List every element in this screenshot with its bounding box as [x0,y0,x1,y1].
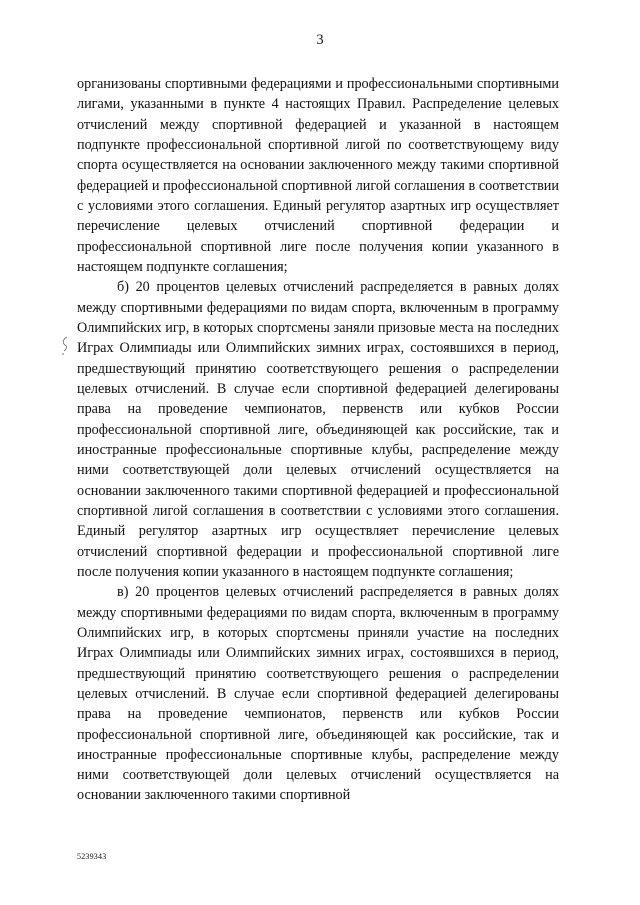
paragraph-b: б) 20 процентов целевых отчислений распределяется в равных долях между спортивными федерациями по видам спорта, включенным в программу Олимпийских игр, в которых спортсмены заняли призовые места на последних Играх Олимпиады или Олимпийских зимних играх, состоявшихся в период, предшествующий принятию соответствующего решения о распределении целевых отчислений. В случае если спортивной федерацией делегированы права на проведение чемпионатов, первенств или кубков России профессиональной спортивной лиге, объединяющей как российские, так и иностранные профессиональные спортивные клубы, распределение между ними соответствующей доли целевых отчислений осуществляется на основании заключенного такими спортивной федерацией и профессиональной спортивной лигой соглашения в соответствии с условиями этого соглашения. Единый регулятор азартных игр осуществляет перечисление целевых отчислений спортивной федерации и профессиональной спортивной лиге после получения копии указанного в настоящем подпункте соглашения; [77,279,559,580]
page-number: 3 [316,32,324,48]
paragraph-v: в) 20 процентов целевых отчислений распределяется в равных долях между спортивными федерациями по видам спорта, включенным в программу Олимпийских игр, в которых спортсмены приняли участие на последних Играх Олимпиады или Олимпийских зимних играх, состоявшихся в период, предшествующий принятию соответствующего решения о распределении целевых отчислений. В случае если спортивной федерацией делегированы права на проведение чемпионатов, первенств или кубков России профессиональной спортивной лиге, объединяющей как российские, так и иностранные профессиональные спортивные клубы, распределение между ними соответствующей доли целевых отчислений осуществляется на основании заключенного такими спортивной [77,584,559,804]
margin-pen-mark [60,335,70,355]
document-code: 5239343 [77,852,107,861]
paragraph-continuation: организованы спортивными федерациями и профессиональными спортивными лигами, указанными в пункте 4 настоящих Правил. Распределение целевых отчислений между спортивной федерацией и указанной в настоящем подпункте профессиональной спортивной лигой по соответствующему виду спорта осуществляется на основании заключенного между такими спортивной федерацией и профессиональной спортивной лигой соглашения в соответствии с условиями этого соглашения. Единый регулятор азартных игр осуществляет перечисление целевых отчислений спортивной федерации и профессиональной спортивной лиге после получения копии указанного в настоящем подпункте соглашения; [77,76,559,275]
document-body [77,74,559,806]
